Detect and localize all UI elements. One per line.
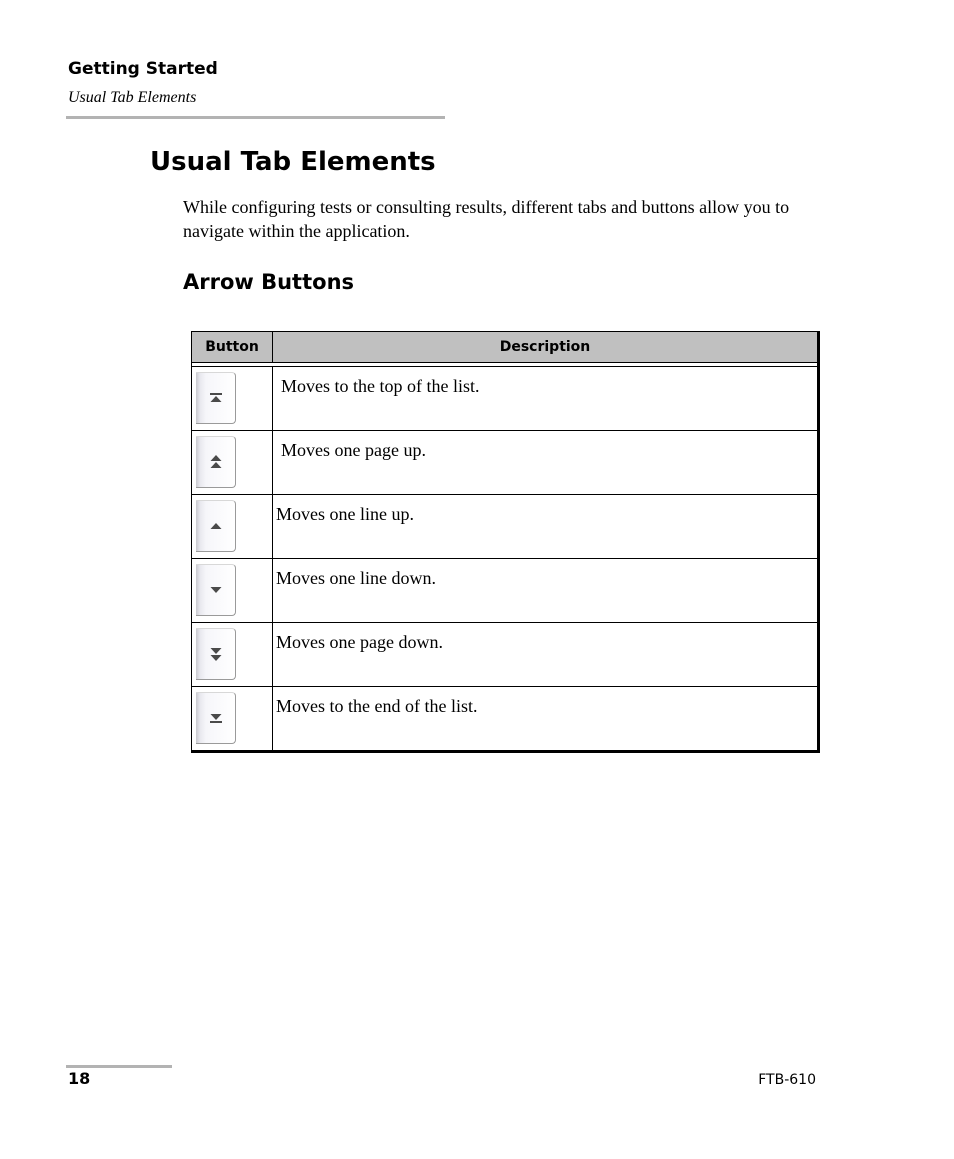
page-down-icon xyxy=(209,646,223,662)
button-cell xyxy=(192,367,273,430)
page-title: Usual Tab Elements xyxy=(150,147,436,177)
table-row xyxy=(192,687,817,750)
running-head xyxy=(68,58,218,108)
scroll-end-button[interactable] xyxy=(196,692,236,744)
page-up-icon xyxy=(209,454,223,470)
header-button: Button xyxy=(192,332,273,362)
intro-paragraph: While configuring tests or consulting results, different tabs and buttons allow you to navigate within the application. xyxy=(183,197,790,241)
table-row xyxy=(192,431,817,495)
button-cell xyxy=(192,431,273,494)
row-description: Moves one line up. xyxy=(276,504,414,524)
row-description: Moves one page down. xyxy=(276,632,443,652)
table-row xyxy=(192,623,817,687)
table-header xyxy=(192,332,817,363)
button-cell xyxy=(192,495,273,558)
header-rule xyxy=(66,116,445,119)
arrow-buttons-table xyxy=(191,331,820,753)
row-description: Moves to the end of the list. xyxy=(276,696,478,716)
button-cell xyxy=(192,559,273,622)
button-cell xyxy=(192,623,273,686)
button-cell xyxy=(192,687,273,750)
table-row xyxy=(192,367,817,431)
page-up-button[interactable] xyxy=(196,436,236,488)
row-description: Moves to the top of the list. xyxy=(281,376,480,396)
scroll-top-icon xyxy=(209,392,223,404)
product-name: FTB-610 xyxy=(758,1072,816,1088)
line-down-icon xyxy=(209,585,223,595)
page-number: 18 xyxy=(68,1069,91,1088)
table-row xyxy=(192,559,817,623)
subheading-arrow-buttons: Arrow Buttons xyxy=(183,270,355,294)
chapter-title: Getting Started xyxy=(68,59,218,79)
row-description: Moves one line down. xyxy=(276,568,436,588)
scroll-end-icon xyxy=(209,712,223,724)
table-row xyxy=(192,495,817,559)
running-section-title: Usual Tab Elements xyxy=(68,89,197,106)
page-down-button[interactable] xyxy=(196,628,236,680)
header-description: Description xyxy=(499,339,591,355)
line-up-icon xyxy=(209,521,223,531)
row-description: Moves one page up. xyxy=(281,440,426,460)
line-down-button[interactable] xyxy=(196,564,236,616)
footer-rule xyxy=(66,1065,172,1068)
line-up-button[interactable] xyxy=(196,500,236,552)
scroll-top-button[interactable] xyxy=(196,372,236,424)
